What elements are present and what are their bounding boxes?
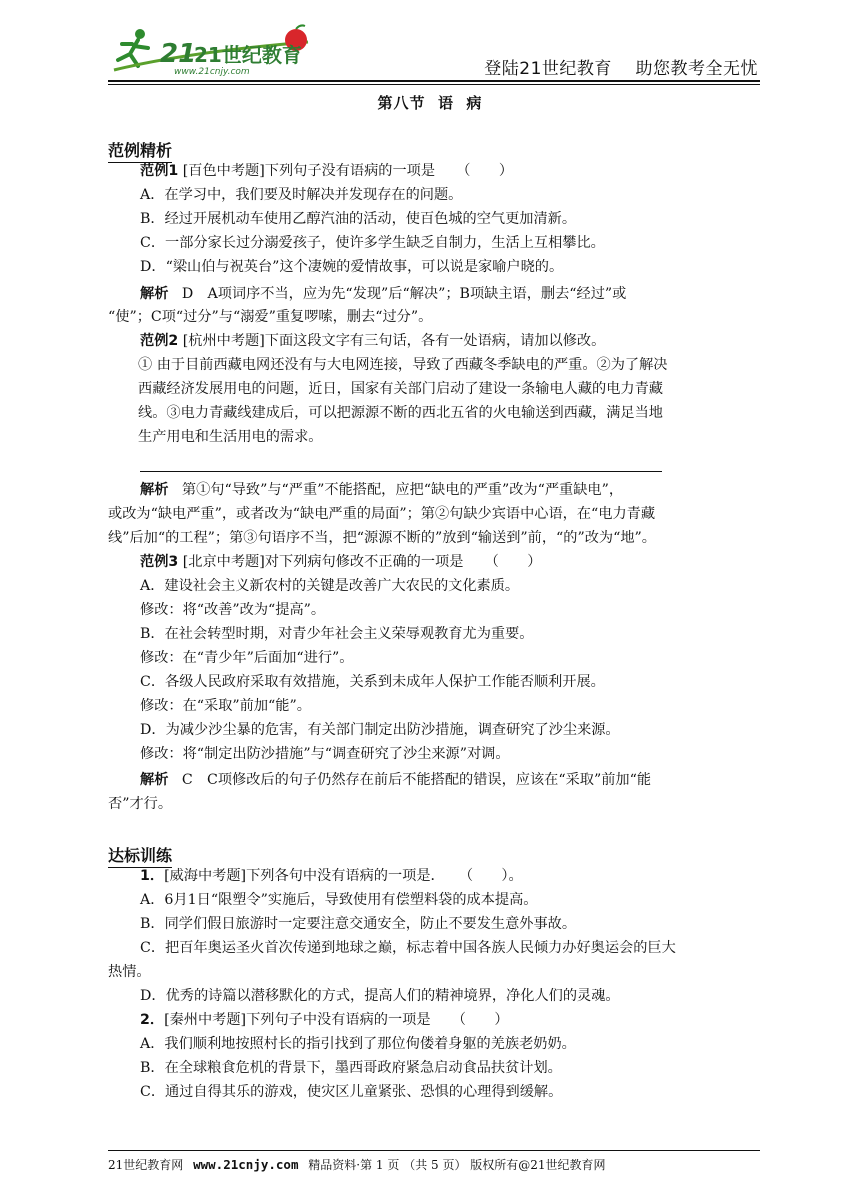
example1-option-b: B．经过开展机动车使用乙醇汽油的活动，使百色城的空气更加清新。	[140, 211, 577, 227]
example2-label: 范例2	[140, 333, 179, 349]
example2-passage-line: 西藏经济发展用电的问题，近日，国家有关部门启动了建设一条输电人藏的电力青藏	[138, 381, 663, 397]
example3-stem-line	[140, 551, 760, 575]
example1-option-d: D．“梁山伯与祝英台”这个凄婉的爱情故事，可以说是家喻户晓的。	[140, 259, 564, 275]
q2-stem: [秦州中考题]下列句子中没有语病的一项是 （ ）	[164, 1012, 509, 1028]
example3-option-b: B．在社会转型时期，对青少年社会主义荣辱观教育尤为重要。	[140, 626, 534, 642]
example3-label: 范例3	[140, 554, 179, 570]
example1-analysis-line2: “使”；C项“过分”与“溺爱”重复啰嗦，删去“过分”。	[108, 309, 433, 325]
section-title: 第八节 语 病	[377, 94, 483, 112]
example3-fix-b: 修改：在“青少年”后面加“进行”。	[140, 650, 354, 666]
q2-stem-line	[140, 1009, 760, 1033]
footer-page-info: 精品资料·第 1 页 （共 5 页） 版权所有@21世纪教育网	[308, 1158, 606, 1172]
site-logo[interactable]	[108, 22, 318, 80]
example3-fix-a: 修改：将“改善”改为“提高”。	[140, 602, 326, 618]
svg-text:21世纪教育: 21世纪教育	[194, 43, 302, 67]
heading-practice: 达标训练	[108, 843, 172, 868]
example3-analysis-line2: 否”才行。	[108, 796, 173, 812]
q1-stem: [威海中考题]下列各句中没有语病的一项是． （ ）。	[164, 868, 523, 884]
example1-stem: [百色中考题]下列句子没有语病的一项是 （ ）	[182, 163, 514, 179]
example3-analysis-line1	[140, 769, 760, 793]
example3-analysis-label: 解析	[140, 772, 169, 788]
page-footer	[108, 1156, 760, 1173]
example3-option-a: A．建设社会主义新农村的关键是改善广大农民的文化素质。	[140, 578, 520, 594]
example1-analysis-text: D A项词序不当，应为先“发现”后“解决”；B项缺主语，删去“经过”或	[181, 286, 627, 302]
q2-option-b: B．在全球粮食危机的背景下，墨西哥政府紧急启动食品扶贫计划。	[140, 1060, 562, 1076]
example3-analysis-text: C C项修改后的句子仍然存在前后不能搭配的错误，应该在“采取”前加“能	[181, 772, 652, 788]
q1-number: 1．	[140, 868, 165, 884]
footer-divider	[108, 1150, 760, 1151]
example1-stem-line	[140, 160, 760, 184]
example2-analysis-label: 解析	[140, 482, 169, 498]
example2-passage-line: 生产用电和生活用电的需求。	[138, 429, 323, 445]
example1-option-c: C．一部分家长过分溺爱孩子，使许多学生缺乏自制力，生活上互相攀比。	[140, 235, 605, 251]
example2-stem-line	[140, 330, 760, 354]
answer-blank-line	[140, 471, 662, 472]
footer-site-name: 21世纪教育网	[108, 1158, 184, 1172]
heading-examples: 范例精析	[108, 138, 172, 163]
example1-label: 范例1	[140, 163, 179, 179]
q2-option-a: A．我们顺利地按照村长的指引找到了那位佝偻着身躯的羌族老奶奶。	[140, 1036, 576, 1052]
header-slogan: 登陆21世纪教育 助您教考全无忧	[484, 59, 758, 79]
q2-option-c: C．通过自得其乐的游戏，使灾区儿童紧张、恐惧的心理得到缓解。	[140, 1084, 563, 1100]
page-header	[108, 22, 760, 84]
q1-option-a: A．6月1日“限塑令”实施后，导致使用有偿塑料袋的成本提高。	[140, 892, 538, 908]
q1-option-c: C．把百年奥运圣火首次传递到地球之巅，标志着中国各族人民倾力办好奥运会的巨大	[140, 940, 676, 956]
example2-analysis-line3: 线”后加“的工程”；第③句语序不当，把“源源不断的”放到“输送到”前，“的”改为“地”。	[108, 530, 656, 546]
example2-passage-line: ① 由于目前西藏电网还没有与大电网连接，导致了西藏冬季缺电的严重。②为了解决	[138, 357, 668, 373]
example1-analysis-line1	[140, 283, 760, 307]
example3-option-d: D．为减少沙尘暴的危害，有关部门制定出防沙措施，调查研究了沙尘来源。	[140, 722, 620, 738]
example3-fix-d: 修改：将“制定出防沙措施”与“调查研究了沙尘来源”对调。	[140, 746, 510, 762]
example2-analysis-text: 第①句“导致”与“严重”不能搭配，应把“缺电的严重”改为“严重缺电”，	[181, 482, 624, 498]
svg-text:www.21cnjy.com: www.21cnjy.com	[174, 67, 250, 77]
q2-number: 2．	[140, 1012, 165, 1028]
q1-option-d: D．优秀的诗篇以潜移默化的方式，提高人们的精神境界，净化人们的灵魂。	[140, 988, 620, 1004]
q1-option-b: B．同学们假日旅游时一定要注意交通安全，防止不要发生意外事故。	[140, 916, 577, 932]
example3-stem: [北京中考题]对下列病句修改不正确的一项是 （ ）	[182, 554, 542, 570]
logo-graphic-icon	[108, 22, 318, 80]
example3-option-c: C．各级人民政府采取有效措施，关系到未成年人保护工作能否顺利开展。	[140, 674, 605, 690]
example3-fix-c: 修改：在“采取”前加“能”。	[140, 698, 311, 714]
example1-analysis-label: 解析	[140, 286, 169, 302]
svg-text:21: 21	[160, 39, 197, 69]
example2-analysis-line2: 或改为“缺电严重”，或者改为“缺电严重的局面”；第②句缺少宾语中心语，在“电力青藏	[108, 506, 656, 522]
footer-url-link[interactable]: www.21cnjy.com	[193, 1157, 299, 1172]
q1-stem-line	[140, 865, 760, 889]
example2-analysis-line1	[140, 479, 760, 503]
example2-passage-line: 线。③电力青藏线建成后，可以把源源不断的西北五省的火电输送到西藏，满足当地	[138, 405, 663, 421]
header-divider-thin	[108, 84, 760, 85]
example1-option-a: A．在学习中，我们要及时解决并发现存在的问题。	[140, 187, 463, 203]
header-divider	[108, 80, 760, 82]
example2-stem: [杭州中考题]下面这段文字有三句话，各有一处语病，请加以修改。	[182, 333, 606, 349]
q1-option-c-cont: 热情。	[108, 964, 151, 980]
